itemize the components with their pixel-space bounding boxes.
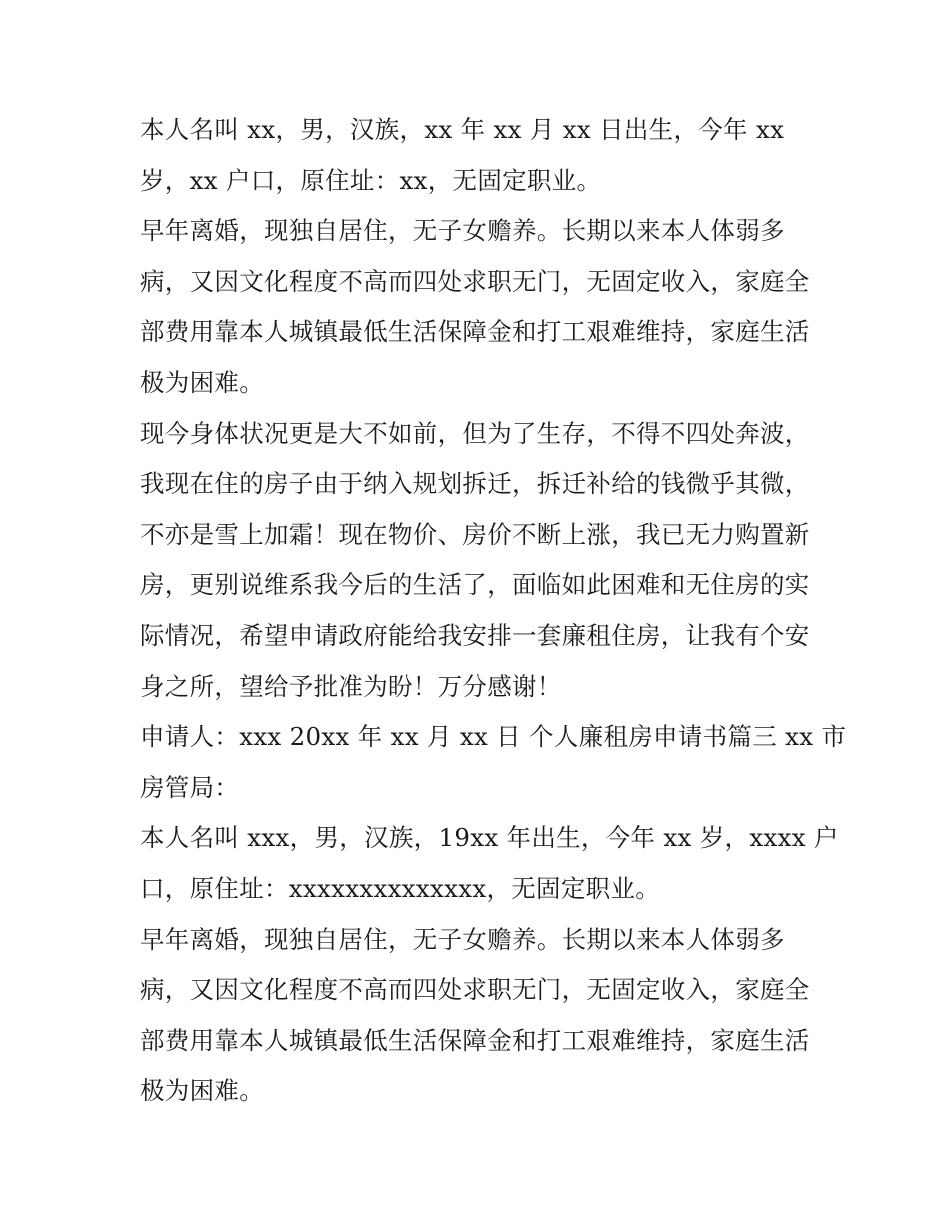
text-line: 部费用靠本人城镇最低生活保障金和打工艰难维持，家庭生活: [140, 1025, 810, 1055]
text-line: 本人名叫 xx，男，汉族，xx 年 xx 月 xx 日出生，今年 xx: [140, 115, 785, 144]
text-line: 身之所，望给予批准为盼！万分感谢！: [140, 671, 562, 701]
text-line: 病，又因文化程度不高而四处求职无门，无固定收入，家庭全: [140, 266, 810, 296]
text-line: 申请人：xxx 20xx 年 xx 月 xx 日 个人廉租房申请书篇三 xx 市: [140, 722, 847, 752]
text-line: 本人名叫 xxx，男，汉族，19xx 年出生，今年 xx 岁，xxxx 户: [140, 823, 839, 853]
paragraph-signature-and-heading: [140, 712, 847, 813]
paragraph-request: [140, 409, 820, 713]
text-line: 部费用靠本人城镇最低生活保障金和打工艰难维持，家庭生活: [140, 317, 810, 347]
text-line: 病，又因文化程度不高而四处求职无门，无固定收入，家庭全: [140, 975, 810, 1005]
text-line: 我现在住的房子由于纳入规划拆迁，拆迁补给的钱微乎其微，: [140, 469, 810, 499]
text-line: 口，原住址：xxxxxxxxxxxxxx，无固定职业。: [140, 873, 661, 903]
document-body: [140, 105, 847, 1117]
paragraph-applicant-info-2: [140, 813, 839, 914]
text-line: 不亦是雪上加霜！现在物价、房价不断上涨，我已无力购置新: [140, 519, 810, 549]
text-line: 现今身体状况更是大不如前，但为了生存，不得不四处奔波，: [140, 418, 810, 448]
text-line: 房管局：: [140, 772, 240, 802]
paragraph-hardship-1: [140, 206, 820, 408]
text-line: 房，更别说维系我今后的生活了，面临如此困难和无住房的实: [140, 570, 810, 600]
text-line: 早年离婚，现独自居住，无子女赡养。长期以来本人体弱多: [140, 924, 785, 954]
paragraph-applicant-info-1: [140, 105, 820, 206]
text-line: 早年离婚，现独自居住，无子女赡养。长期以来本人体弱多: [140, 216, 785, 246]
text-line: 际情况，希望申请政府能给我安排一套廉租住房，让我有个安: [140, 620, 810, 650]
text-line: 岁，xx 户口，原住址：xx，无固定职业。: [140, 165, 602, 195]
text-line: 极为困难。: [140, 367, 264, 397]
paragraph-hardship-2: [140, 915, 820, 1117]
text-line: 极为困难。: [140, 1076, 264, 1106]
